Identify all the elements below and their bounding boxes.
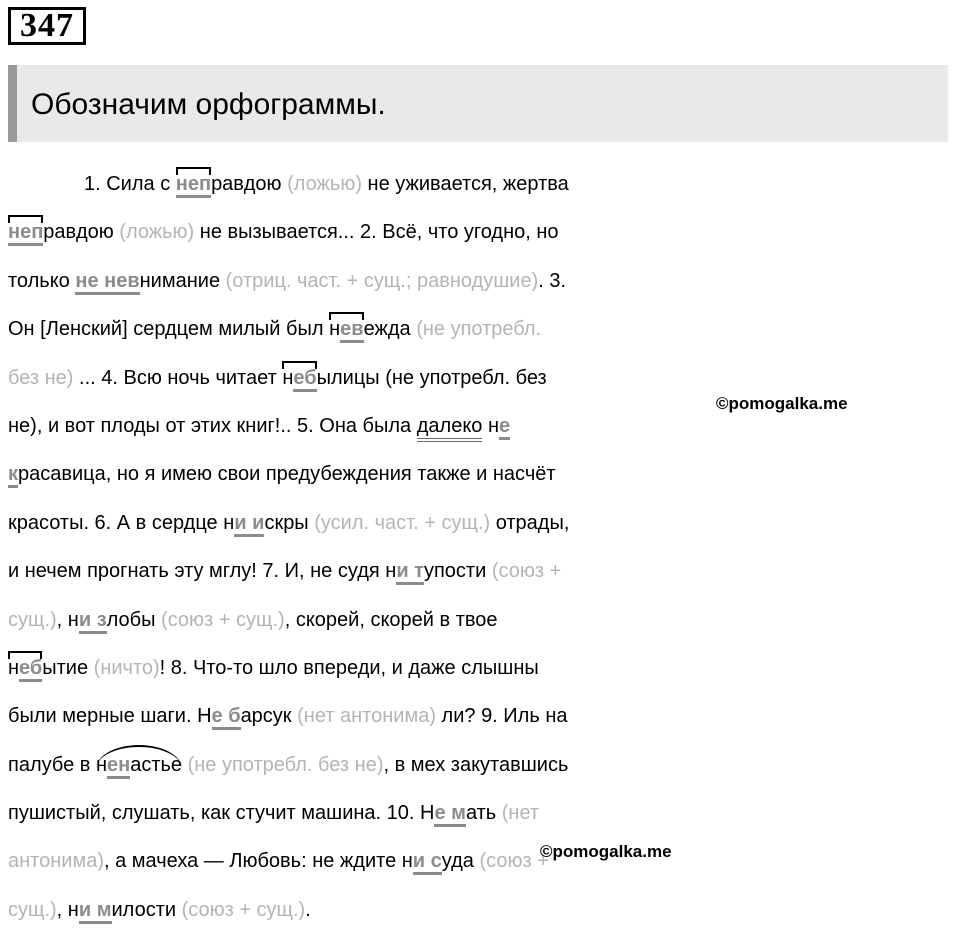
text-span: палубе в <box>8 753 96 776</box>
text-line-4 <box>8 305 953 353</box>
note: антонима) <box>8 850 104 873</box>
task-number-box: 347 <box>8 7 86 45</box>
text-span: пушистый, слушать, как стучит машина. 10. Н <box>8 802 435 825</box>
text-line-13 <box>8 741 953 789</box>
text-span: ать <box>465 802 502 825</box>
orthogram: е м <box>434 802 465 827</box>
orthogram: неп <box>176 173 211 198</box>
orthogram: ев <box>340 318 363 343</box>
text-span: равдою <box>211 173 288 195</box>
text-span: илости <box>111 898 182 921</box>
text-span: и нечем прогнать эту мглу! 7. И, не судя н <box>8 560 397 583</box>
text-line-2 <box>8 208 953 256</box>
text-span: уда <box>441 850 480 873</box>
note: (ничто) <box>93 656 160 679</box>
text-span: отрады, <box>490 511 570 534</box>
text-span: ! 8. Что-то шло впереди, и даже слышны <box>159 656 539 679</box>
text-span: н <box>282 366 294 389</box>
text-span: ли? 9. Иль на <box>435 705 568 728</box>
orthogram: е б <box>212 705 241 730</box>
text-span: , а мачеха — Любовь: не ждите н <box>103 850 413 873</box>
note: сущ.) <box>8 898 57 921</box>
text-line-8 <box>8 499 953 547</box>
text-span: скры <box>264 511 315 534</box>
text-line-9 <box>8 547 953 595</box>
root-mark <box>176 160 211 208</box>
orthogram: еб <box>293 367 316 392</box>
note: (отриц. част. + сущ.; равнодушие) <box>225 269 539 292</box>
root-mark <box>282 354 316 402</box>
text-span: упости <box>423 560 492 583</box>
adverb-underline: далеко <box>417 415 483 442</box>
orthogram: и м <box>79 899 112 924</box>
text-line-11 <box>8 644 953 692</box>
watermark: ©pomogalka.me <box>540 842 672 861</box>
note: (не употребл. <box>416 318 542 341</box>
note: (нет антонима) <box>297 705 436 728</box>
text-span: , скорей, скорей в твое <box>284 608 498 631</box>
orthogram: и с <box>413 850 442 875</box>
text-span: Он [Ленский] сердцем милый был <box>8 318 330 341</box>
orthogram: ен <box>107 754 130 779</box>
orthogram: неп <box>8 221 43 246</box>
note: (союз + <box>479 850 549 873</box>
text-span: 1. Сила с <box>84 173 176 195</box>
header-bar <box>8 65 948 142</box>
orthogram: и з <box>79 609 107 634</box>
orthogram: к <box>8 463 18 488</box>
text-span: . 3. <box>538 269 567 292</box>
note: (нет <box>501 802 540 825</box>
text-span: астье <box>130 753 183 776</box>
text-span: лобы <box>106 608 162 631</box>
text-line-15 <box>8 837 953 885</box>
orthogram: и т <box>396 560 424 585</box>
orthogram: и и <box>234 512 264 537</box>
note: (усил. част. + сущ.) <box>314 511 491 534</box>
note: (союз + сущ.) <box>181 898 306 921</box>
orthogram: не нев <box>75 270 139 295</box>
text-span: . <box>305 898 311 921</box>
note: сущ.) <box>8 608 57 631</box>
text-span: только <box>8 269 76 292</box>
text-span: ежда <box>363 318 417 341</box>
text-span: ... 4. Всю ночь читает <box>73 366 283 389</box>
text-span: , н <box>56 608 79 631</box>
watermark: ©pomogalka.me <box>716 394 848 413</box>
orthogram: еб <box>19 657 42 682</box>
text-span: , н <box>56 898 79 921</box>
note: (ложью) <box>119 221 195 244</box>
exercise-text <box>8 160 953 934</box>
text-span: арсук <box>240 705 298 728</box>
root-mark <box>8 644 42 692</box>
text-span: н <box>482 414 500 437</box>
text-span: н <box>8 656 20 679</box>
text-span: были мерные шаги. Н <box>8 705 212 728</box>
text-span: ытие <box>42 656 94 679</box>
text-line-12 <box>8 692 953 740</box>
text-line-16 <box>8 886 953 934</box>
text-span: , в мех закутавшись <box>383 753 569 776</box>
text-span: расавица, но я имею свои предубеждения также и насчёт <box>18 463 556 486</box>
note: (союз + <box>491 560 562 583</box>
text-span: н <box>95 753 107 776</box>
root-arc-mark <box>96 741 182 789</box>
text-line-10 <box>8 596 953 644</box>
text-line-1 <box>8 160 953 208</box>
text-span: не уживается, жертва <box>361 173 569 195</box>
text-span: ылицы (не употребл. без <box>316 366 547 389</box>
text-line-7 <box>8 450 953 498</box>
root-mark <box>329 305 363 353</box>
text-span: равдою <box>43 221 120 244</box>
text-span: не), и вот плоды от этих книг!.. 5. Она была <box>8 414 417 437</box>
text-span: н <box>329 318 341 341</box>
text-span: красоты. 6. А в сердце н <box>8 511 235 534</box>
orthogram: е <box>499 415 510 440</box>
text-span: нимание <box>139 269 226 292</box>
note: (союз + сущ.) <box>161 608 285 631</box>
text-line-3 <box>8 257 953 305</box>
text-span: не вызывается... 2. Всё, что угодно, но <box>194 221 559 244</box>
note: без не) <box>8 366 74 389</box>
text-line-14 <box>8 789 953 837</box>
note: (ложью) <box>287 173 362 195</box>
root-mark <box>8 208 43 256</box>
note: (не употребл. без не) <box>182 753 384 776</box>
header-title: Обозначим орфограммы. <box>31 88 386 121</box>
